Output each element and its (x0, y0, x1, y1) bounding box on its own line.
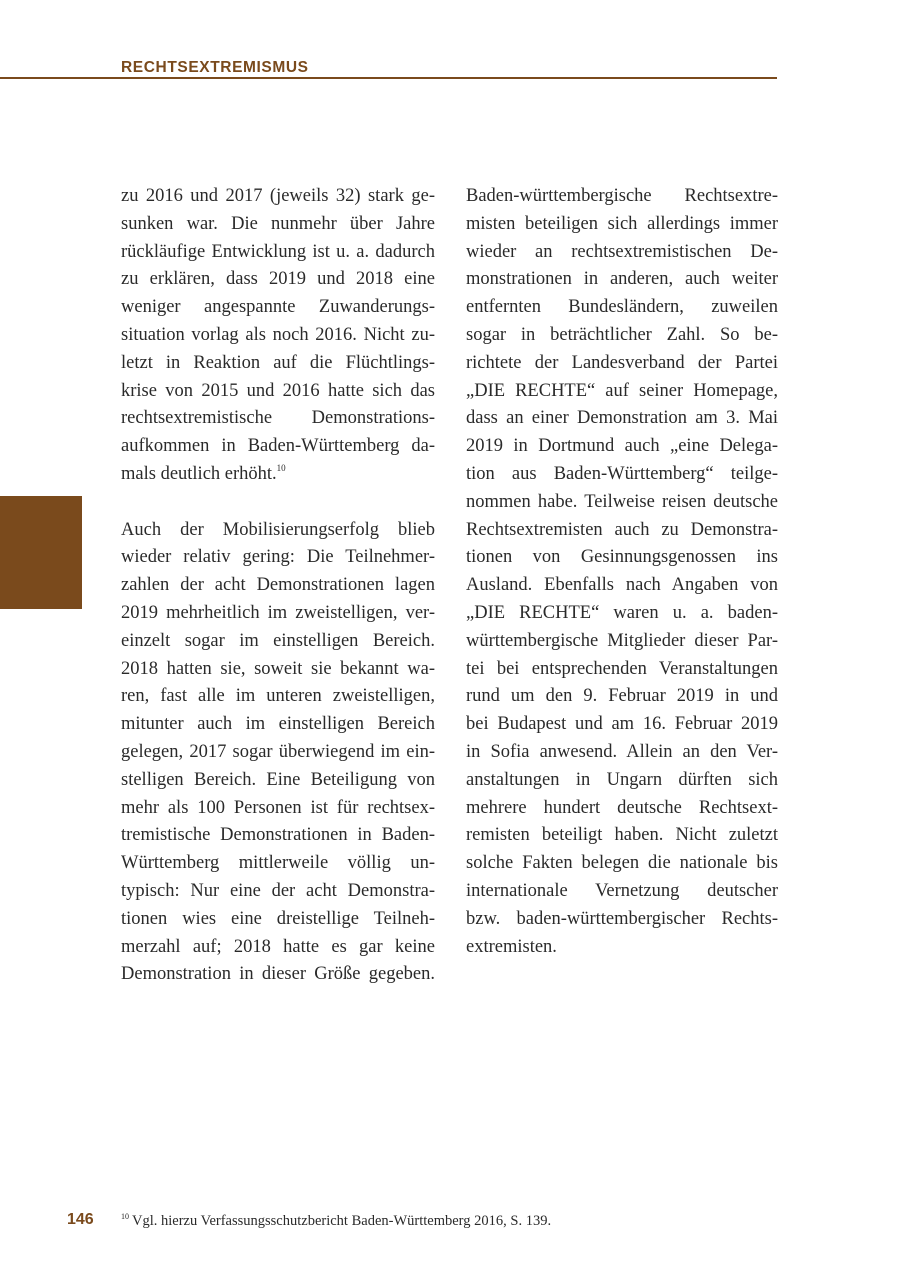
text-line: zu 2016 und 2017 (jeweils 32) stark ge- (121, 186, 435, 206)
left-paragraph-2 (121, 517, 435, 990)
text-line: mehr als 100 Personen ist für rechtsex- (121, 797, 435, 818)
footnote (121, 1212, 551, 1230)
text-line: mehrere hundert deutsche Rechtsext- (466, 797, 778, 818)
text-line: Ausland. Ebenfalls nach Angaben von (466, 575, 778, 596)
text-line: gelegen, 2017 sogar überwiegend im ein- (121, 741, 435, 762)
text-line-last (121, 461, 435, 489)
text-line: weniger angespannte Zuwanderungs- (121, 297, 435, 318)
text-line-last: extremisten. (466, 936, 557, 957)
right-paragraph-1 (466, 183, 778, 961)
text-line: Rechtsextremisten auch zu Demonstra- (466, 519, 778, 540)
text-line: zahlen der acht Demonstrationen lagen (121, 575, 435, 596)
text-line: aufkommen in Baden-Württemberg da- (121, 436, 435, 457)
text-line: tion aus Baden-Württemberg“ teilge- (466, 463, 778, 484)
text-line: situation vorlag als noch 2016. Nicht zu- (121, 324, 435, 345)
text-line: nommen habe. Teilweise reisen deutsche (466, 491, 778, 512)
text-line: rund um den 9. Februar 2019 in und (466, 686, 778, 707)
text-line: bei Budapest und am 16. Februar 2019 (466, 714, 778, 735)
text-line-fragment: mals deutlich erhöht. (121, 463, 277, 484)
text-line: 2018 hatten sie, soweit sie bekannt wa- (121, 658, 435, 679)
left-text-column (121, 183, 435, 989)
text-line: rückläufige Entwicklung ist u. a. dadurch (121, 241, 435, 262)
paragraph-spacer (121, 489, 435, 517)
text-line: mitunter auch im einstelligen Bereich (121, 714, 435, 735)
left-paragraph-1 (121, 183, 435, 489)
text-line: wieder relativ gering: Die Teilnehmer- (121, 547, 435, 568)
text-line: merzahl auf; 2018 hatte es gar keine (121, 936, 435, 957)
page-number: 146 (67, 1211, 94, 1228)
text-line: letzt in Reaktion auf die Flüchtlings- (121, 352, 435, 373)
text-line: monstrationen in anderen, auch weiter (466, 269, 778, 290)
text-line: remisten beteiligt haben. Nicht zuletzt (466, 825, 778, 846)
chapter-side-tab (0, 496, 82, 609)
text-line: dass an einer Demonstration am 3. Mai (466, 408, 778, 429)
text-line: krise von 2015 und 2016 hatte sich das (121, 380, 435, 401)
text-line: Baden-württembergische Rechtsextre- (466, 186, 778, 206)
text-line: Auch der Mobilisierungserfolg blieb (121, 519, 435, 540)
text-line: „DIE RECHTE“ waren u. a. baden- (466, 602, 778, 623)
text-line: tei bei entsprechenden Veranstaltungen (466, 658, 778, 679)
text-line: ren, fast alle im unteren zweistelligen, (121, 686, 435, 707)
text-line: rechtsextremistische Demonstrations- (121, 408, 435, 429)
footnote-number: 10 (121, 1212, 129, 1221)
text-line: 2019 in Dortmund auch „eine Delega- (466, 436, 778, 457)
text-line: tremistische Demonstrationen in Baden- (121, 825, 435, 846)
text-line: wieder an rechtsextremistischen De- (466, 241, 778, 262)
text-line: Württemberg mittlerweile völlig un- (121, 853, 435, 874)
text-line: typisch: Nur eine der acht Demonstra- (121, 880, 435, 901)
text-line: sunken war. Die nunmehr über Jahre (121, 213, 435, 234)
text-line: anstaltungen in Ungarn dürften sich (466, 769, 778, 790)
text-line: stelligen Bereich. Eine Beteiligung von (121, 769, 435, 790)
text-line: tionen wies eine dreistellige Teilneh- (121, 908, 435, 929)
text-line: entfernten Bundesländern, zuweilen (466, 297, 778, 318)
text-line: tionen von Gesinnungsgenossen ins (466, 547, 778, 568)
text-line: württembergische Mitglieder dieser Par- (466, 630, 778, 651)
text-line: in Sofia anwesend. Allein an den Ver- (466, 741, 778, 762)
text-line: zu erklären, dass 2019 und 2018 eine (121, 269, 435, 290)
header-rule (0, 77, 777, 79)
footnote-reference[interactable]: 10 (276, 462, 286, 473)
text-line: bzw. baden-württembergischer Rechts- (466, 908, 778, 929)
right-text-column (466, 183, 778, 961)
text-line: „DIE RECHTE“ auf seiner Homepage, (466, 380, 778, 401)
text-line: einzelt sogar im einstelligen Bereich. (121, 630, 435, 651)
text-line: solche Fakten belegen die nationale bis (466, 853, 778, 874)
footnote-text: Vgl. hierzu Verfassungsschutzbericht Baden-Württemberg 2016, S. 139. (132, 1213, 552, 1229)
text-line: internationale Vernetzung deutscher (466, 880, 778, 901)
text-line: 2019 mehrheitlich im zweistelligen, ver- (121, 602, 435, 623)
running-head-section-title: RECHTSEXTREMISMUS (121, 59, 309, 76)
text-line: Demonstration in dieser Größe gegeben. (121, 964, 435, 985)
text-line: sogar in beträchtlicher Zahl. So be- (466, 324, 778, 345)
text-line: misten beteiligen sich allerdings immer (466, 213, 778, 234)
text-line: richtete der Landesverband der Partei (466, 352, 778, 373)
